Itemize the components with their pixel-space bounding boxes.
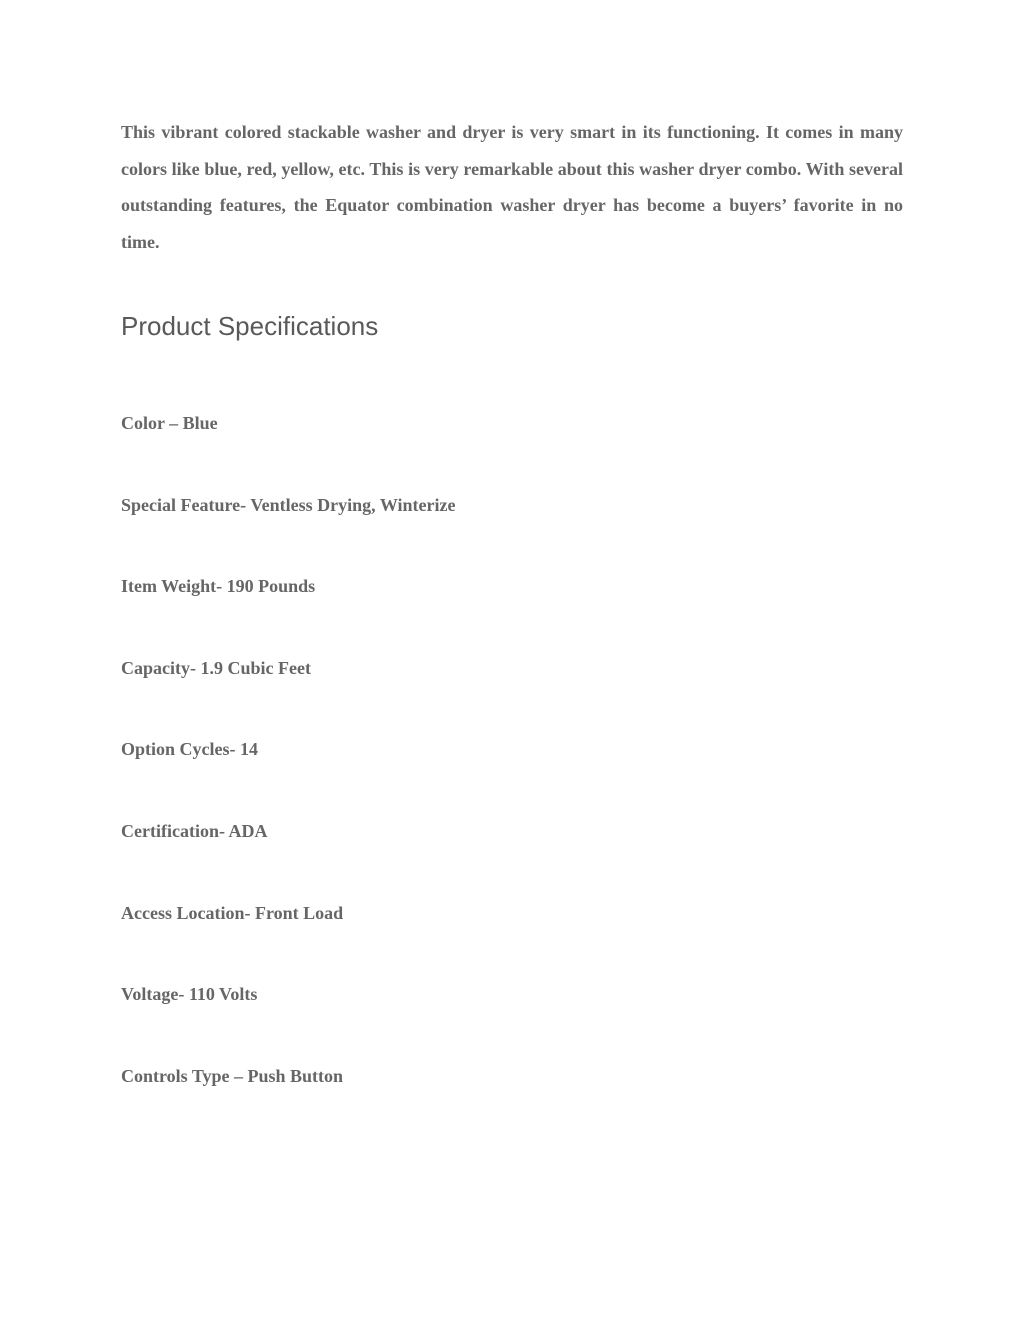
spec-special-feature: Special Feature- Ventless Drying, Winterize — [121, 494, 456, 515]
product-specifications-heading: Product Specifications — [121, 311, 379, 341]
document-page — [121, 114, 903, 1086]
spec-list — [121, 409, 903, 1143]
spec-item-weight: Item Weight- 190 Pounds — [121, 576, 316, 597]
spec-access-location: Access Location- Front Load — [121, 902, 344, 923]
spec-controls-type: Controls Type – Push Button — [121, 1065, 344, 1086]
spec-option-cycles: Option Cycles- 14 — [121, 739, 258, 760]
spec-certification: Certification- ADA — [121, 820, 268, 841]
spec-color: Color – Blue — [121, 413, 218, 433]
intro-paragraph: This vibrant colored stackable washer and dryer is very smart in its functioning. It comes in many colors like blue, red, yellow, etc. This is very remarkable about this washer dryer combo. With several outstanding features, the Equator combination washer dryer has become a buyers’ favorite in no time. — [121, 122, 903, 252]
spec-capacity: Capacity- 1.9 Cubic Feet — [121, 657, 311, 678]
spec-voltage: Voltage- 110 Volts — [121, 984, 258, 1005]
